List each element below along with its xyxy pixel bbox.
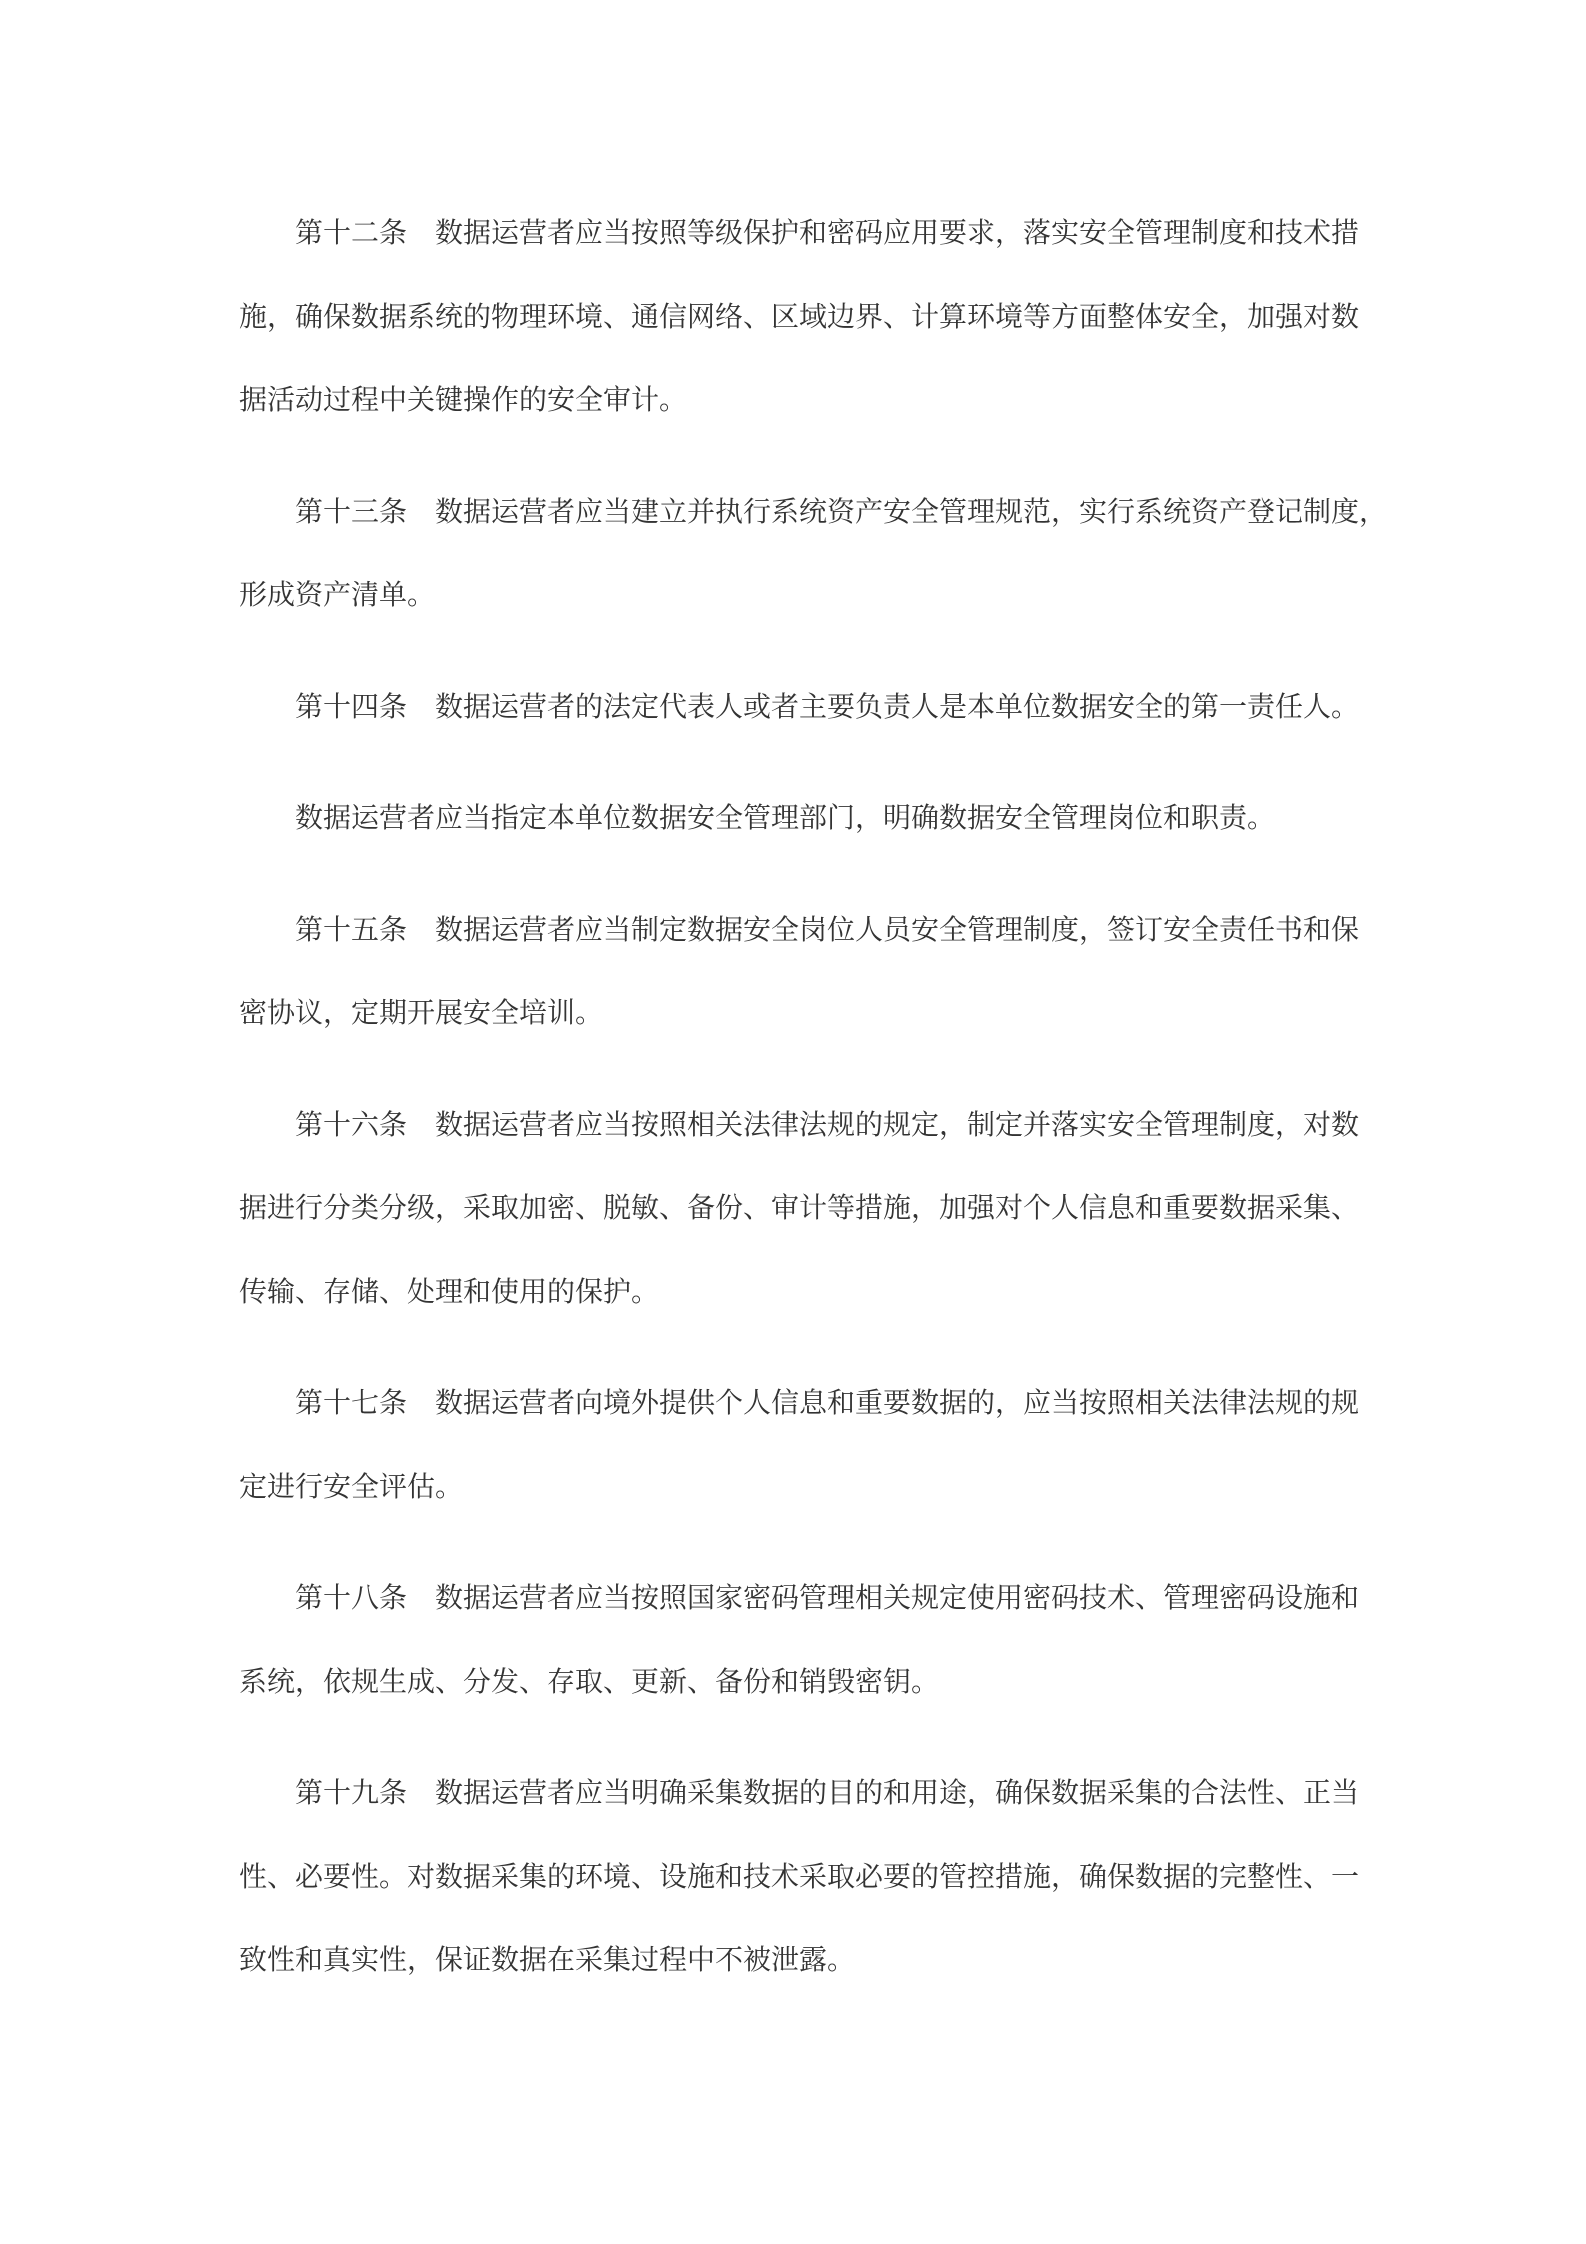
article-paragraph: [239, 1556, 1360, 1723]
article-number: 第十四条: [295, 689, 408, 723]
paragraph-line: [239, 1640, 1350, 1724]
paragraph-line: [239, 1556, 1360, 1640]
paragraph-line: [239, 888, 1360, 972]
paragraph-line: [239, 971, 1350, 1055]
line-text: 数据运营者应当按照国家密码管理相关规定使用密码技术、管理密码设施和: [435, 1581, 1360, 1614]
article-number: 第十二条: [295, 216, 408, 249]
article-paragraph: [239, 1751, 1360, 2002]
line-text: 系统，依规生成、分发、存取、更新、备份和销毁密钥。: [239, 1664, 940, 1698]
article-paragraph: [239, 888, 1360, 1055]
line-text: 致性和真实性，保证数据在采集过程中不被泄露。: [239, 1943, 856, 1976]
paragraph-line: [239, 1751, 1360, 1835]
paragraph-line: [239, 191, 1360, 275]
article-paragraph: [239, 1083, 1360, 1334]
line-text: 定进行安全评估。: [239, 1469, 464, 1503]
line-text: 数据运营者应当按照相关法律法规的规定，制定并落实安全管理制度，对数: [435, 1107, 1360, 1141]
article-number: 第十九条: [295, 1776, 408, 1809]
article-number: 第十五条: [295, 912, 408, 946]
paragraph-line: [239, 275, 1360, 359]
paragraph-line: [239, 358, 1350, 442]
article-paragraph: [239, 470, 1388, 637]
paragraph-line: [239, 1918, 1350, 2002]
document-page: [239, 191, 1388, 2030]
article-number: 第十六条: [295, 1107, 408, 1141]
line-text: 数据运营者应当制定数据安全岗位人员安全管理制度，签订安全责任书和保: [435, 912, 1360, 946]
paragraph-line: [239, 1083, 1360, 1167]
line-text: 施，确保数据系统的物理环境、通信网络、区域边界、计算环境等方面整体安全，加强对数: [239, 299, 1360, 333]
line-text: 数据运营者应当明确采集数据的目的和用途，确保数据采集的合法性、正当: [435, 1776, 1360, 1809]
paragraph-line: [239, 1250, 1350, 1334]
paragraph-line: [239, 776, 1350, 860]
line-text: 数据运营者的法定代表人或者主要负责人是本单位数据安全的第一责任人。: [435, 689, 1360, 723]
paragraph-line: [239, 1445, 1350, 1529]
article-paragraph: [239, 665, 1360, 749]
paragraph-line: [239, 553, 1350, 637]
line-text: 形成资产清单。: [239, 578, 436, 611]
article-number: 第十八条: [295, 1581, 408, 1614]
article-paragraph: [239, 191, 1360, 442]
paragraph-line: [239, 470, 1388, 554]
line-text: 密协议，定期开展安全培训。: [239, 996, 604, 1029]
line-text: 传输、存储、处理和使用的保护。: [239, 1274, 660, 1308]
line-text: 据活动过程中关键操作的安全审计。: [239, 383, 688, 416]
line-text: 性、必要性。对数据采集的环境、设施和技术采取必要的管控措施，确保数据的完整性、一: [239, 1859, 1360, 1893]
line-text: 据进行分类分级，采取加密、脱敏、备份、审计等措施，加强对个人信息和重要数据采集、: [239, 1191, 1360, 1224]
paragraph-line: [239, 1835, 1360, 1919]
paragraph-line: [239, 1166, 1360, 1250]
paragraph-line: [239, 665, 1360, 749]
article-number: 第十三条: [295, 494, 408, 528]
paragraph-line: [239, 1361, 1360, 1445]
line-text: 数据运营者应当指定本单位数据安全管理部门，明确数据安全管理岗位和职责。: [295, 801, 1276, 834]
line-text: 数据运营者向境外提供个人信息和重要数据的，应当按照相关法律法规的规: [435, 1386, 1360, 1419]
line-text: 数据运营者应当建立并执行系统资产安全管理规范，实行系统资产登记制度，: [435, 494, 1388, 528]
line-text: 数据运营者应当按照等级保护和密码应用要求，落实安全管理制度和技术措: [435, 216, 1360, 249]
article-number: 第十七条: [295, 1386, 408, 1419]
article-paragraph: [239, 1361, 1360, 1528]
article-paragraph: [239, 776, 1350, 860]
